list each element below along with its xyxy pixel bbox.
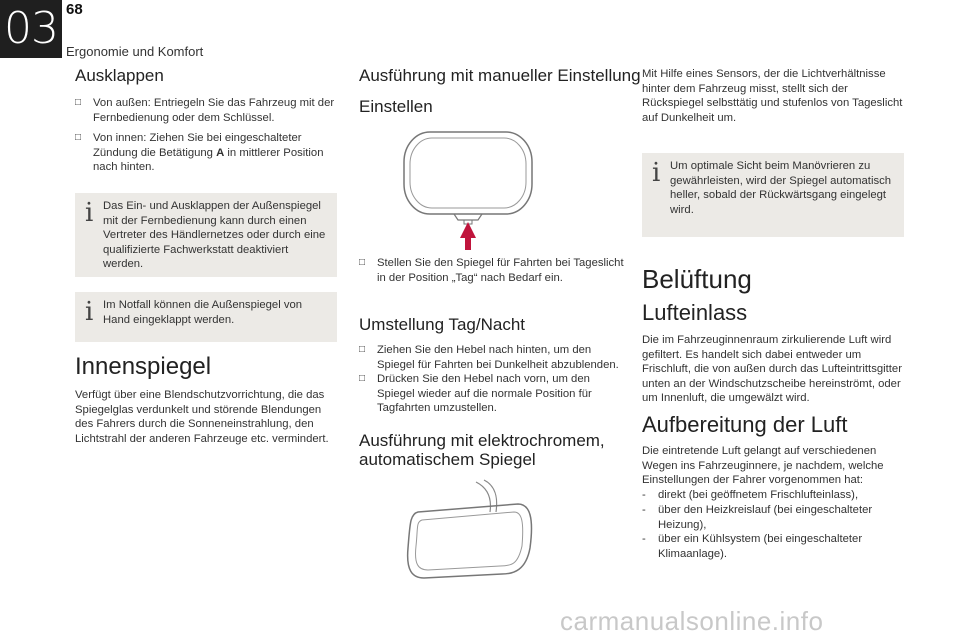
mirror-illustration [398,126,538,250]
bullet-icon: □ [75,132,82,143]
info-box [75,292,337,342]
heading-manual: Ausführung mit manueller Einstellung [359,66,641,85]
bullet-icon: □ [359,373,366,384]
bullet-icon: □ [359,344,366,355]
chapter-title: Ergonomie und Komfort [66,44,204,59]
info-text: Um optimale Sicht beim Manövrieren zu gewährleisten, wird der Spiegel automatisch heller, sobald der Rückwärtsgang eingelegt wird. [670,160,892,216]
heading-einstellen: Einstellen [359,97,433,116]
bullet-item: □ Drücken Sie den Hebel nach vorn, um den Spiegel wieder auf die normale Position für Tagfahrten umzustellen. [359,373,592,414]
heading-ausklappen: Ausklappen [75,66,164,85]
info-icon: i [85,198,94,228]
heading-aufbereitung: Aufbereitung der Luft [642,412,848,437]
info-icon: i [652,158,661,188]
heading-belueftung: Belüftung [642,264,752,294]
chapter-number: 03 [4,3,58,54]
bullet-item: □ Ziehen Sie den Hebel nach hinten, um den Spiegel für Fahrten bei Dunkelheit abzublenden. [359,344,619,371]
heading-lufteinlass: Lufteinlass [642,300,748,325]
heading-umstellung: Umstellung Tag/Nacht [359,315,525,334]
bullet-icon: □ [359,257,366,268]
list-item: - über den Heizkreislauf (bei eingeschalteter Heizung), [642,504,873,531]
heading-innenspiegel: Innenspiegel [75,353,212,380]
lufteinlass-text: Die im Fahrzeuginnenraum zirkulierende Luft wird gefiltert. Es handelt sich dabei entweder um Frischluft, die von außen durch das Lufteintrittsgitter unten an der Windschutzscheibe hereinströmt, oder um Innenluft, die umgewälzt wird. [642,334,902,404]
list-item: - direkt (bei geöffnetem Frischlufteinlass), [642,489,859,501]
page-number: 68 [66,1,83,18]
list-item: - über ein Kühlsystem (bei eingeschalteter Klimaanlage). [642,533,863,560]
sensor-text: Mit Hilfe eines Sensors, der die Lichtverhältnisse hinter dem Fahrzeug misst, stellt sich der Rückspiegel selbsttätig und stufenlos von Tageslicht auf Dunkelheit um. [642,68,903,124]
bullet-item: □ Von innen: Ziehen Sie bei eingeschalteter Zündung die Betätigung A in mittlerer Position nach hinten. [75,132,324,173]
heading-electrochrom: Ausführung mit elektrochromem, automatischem Spiegel [359,431,605,469]
bullet-icon: □ [75,97,82,108]
arrow-icon [460,222,476,250]
info-text: Im Notfall können die Außenspiegel von Hand eingeklappt werden. [103,299,303,326]
info-icon: i [85,297,94,327]
watermark: carmanualsonline.info [560,606,824,636]
mirror-illustration [398,478,538,588]
info-box [75,193,337,277]
innenspiegel-text: Verfügt über eine Blendschutzvorrichtung, die das Spiegelglas verdunkelt und störende Blendungen des Fahrers durch die Sonneneinstrahlung, den Lichtstrahl der anderen Fahrzeuge etc. vermindert. [75,389,329,445]
info-text: Das Ein- und Ausklappen der Außenspiegel mit der Fernbedienung kann durch einen Vertreter des Händlernetzes oder durch eine qualifizierte Fachwerkstatt deaktiviert werden. [103,200,326,270]
chapter-number-box [0,0,62,58]
info-box [642,153,904,237]
bullet-item: □ Von außen: Entriegeln Sie das Fahrzeug mit der Fernbedienung oder dem Schlüssel. [75,97,335,124]
aufbereitung-text: Die eintretende Luft gelangt auf verschiedenen Wegen ins Fahrzeuginnere, je nachdem, welche Einstellungen der Fahrer vorgenommen hat: [642,445,884,486]
bullet-item: □ Stellen Sie den Spiegel für Fahrten bei Tageslicht in der Position „Tag“ nach Bedarf ein. [359,257,624,284]
